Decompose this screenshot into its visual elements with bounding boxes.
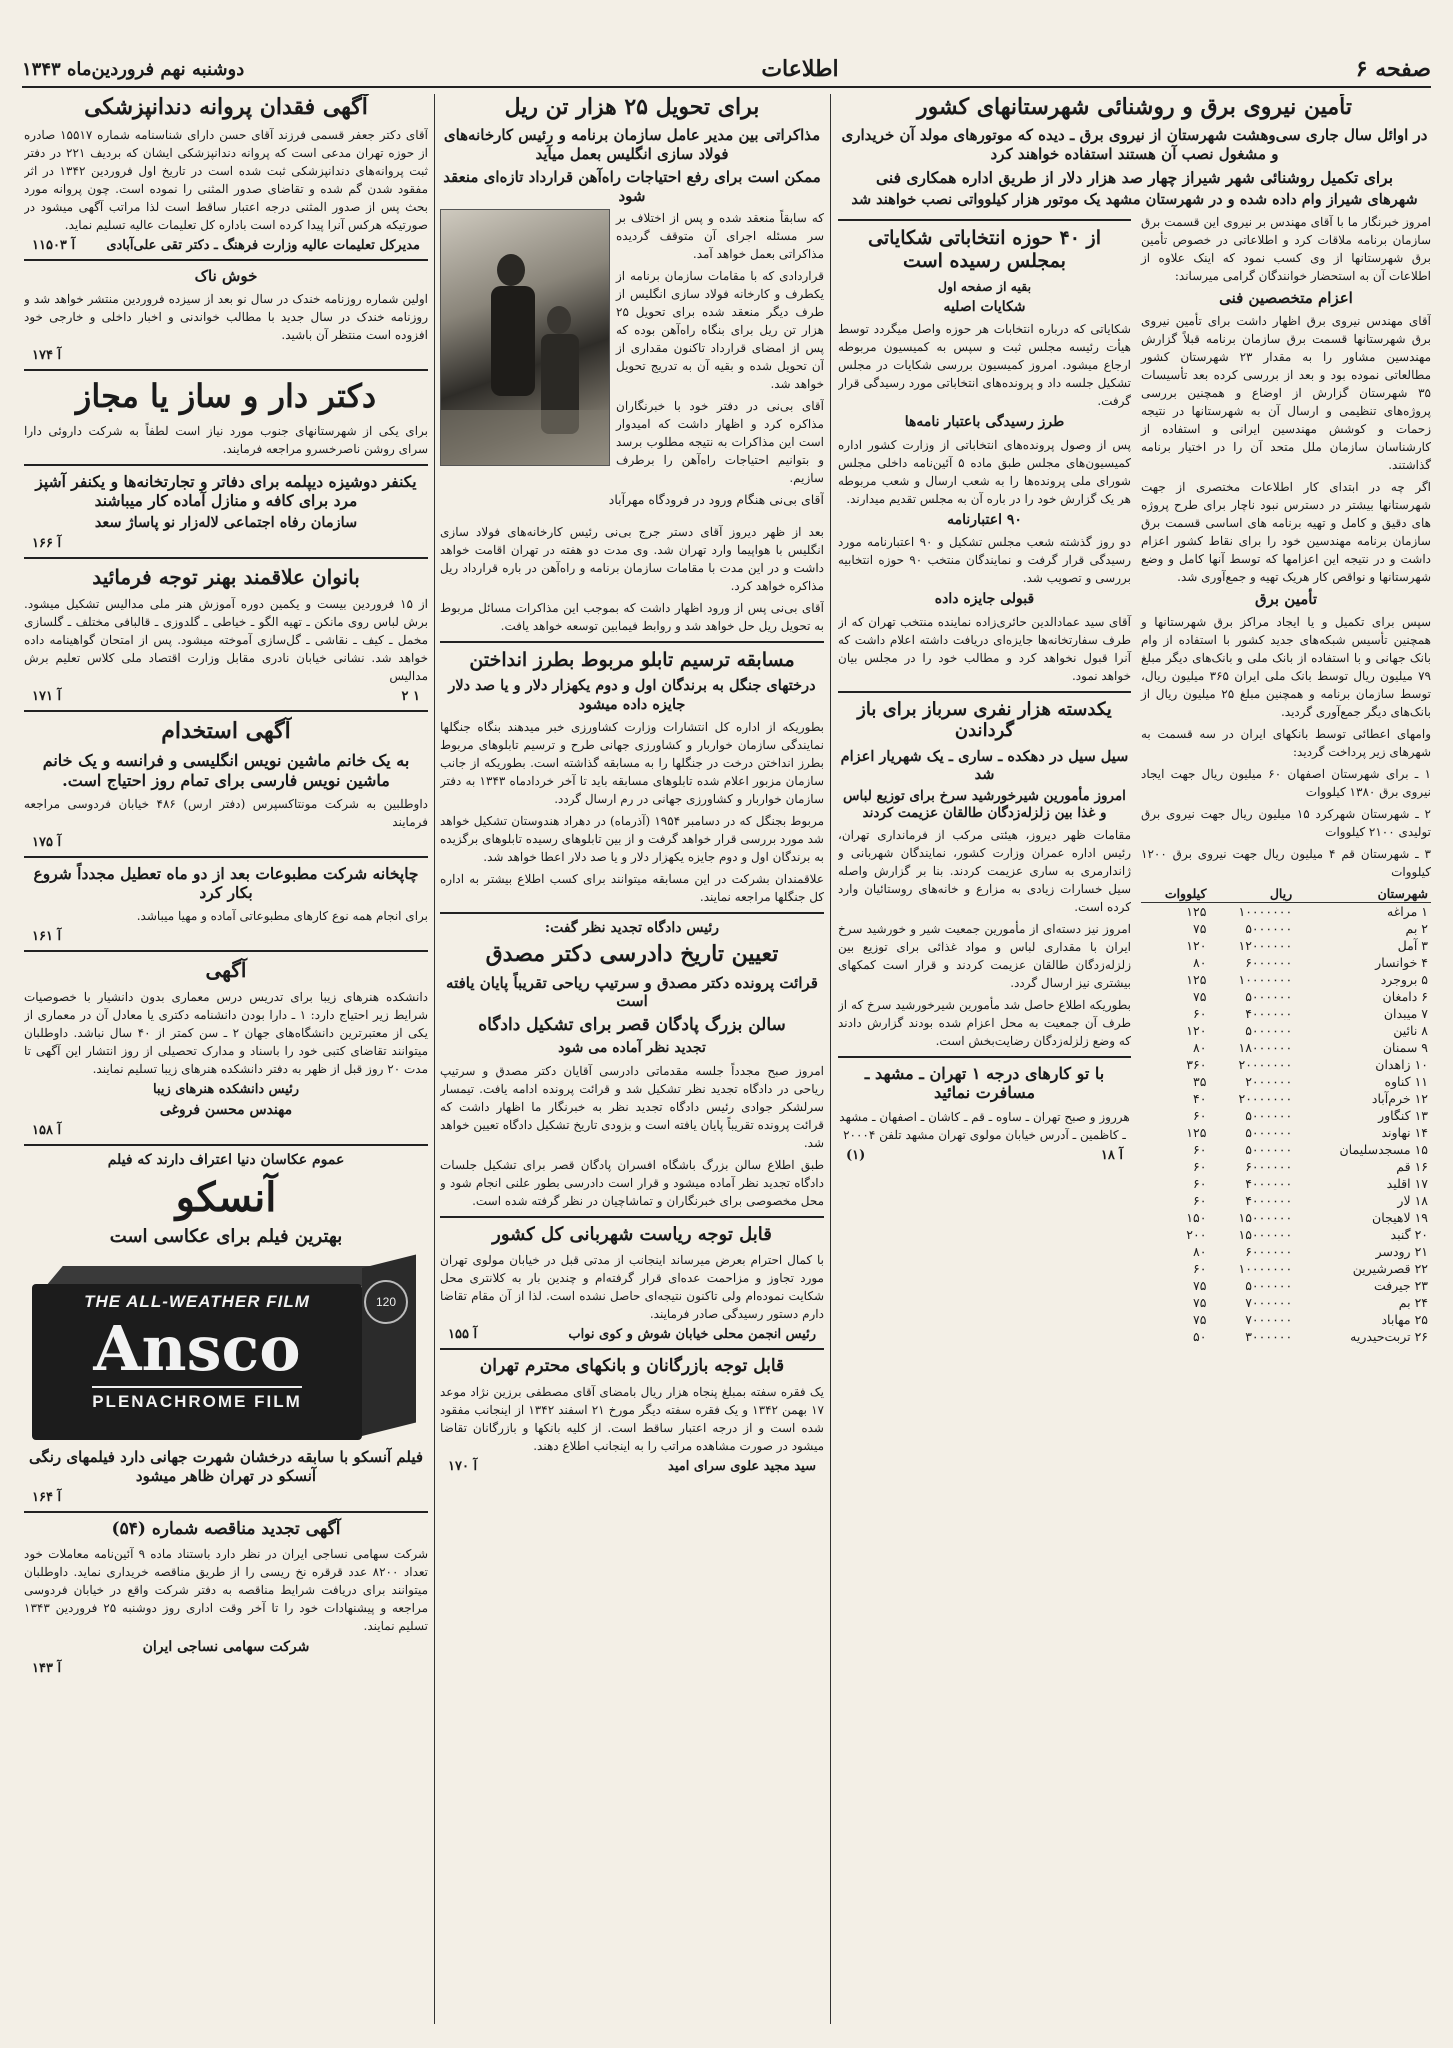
masthead	[22, 52, 1431, 88]
ad-title: خوش ناک	[194, 267, 258, 286]
ad-body: هرروز و صبح تهران ـ ساوه ـ قم ـ کاشان ـ اصفهان ـ مشهد ـ کاظمین ـ آدرس خیابان مولوی تهران مشهد تلفن ۲۰۰۰۴	[839, 1110, 1130, 1143]
table-cell: ۱۵۰	[1186, 1209, 1207, 1225]
article-body: وامهای اعطائی توسط بانکهای ایران در سه قسمت به شهرهای زیر پرداخت گردید:	[1141, 726, 1431, 759]
ad-pretitle: عموم عکاسان دنیا اعتراف دارند که فیلم	[107, 1152, 345, 1169]
table-cell: ۸۰	[1192, 1243, 1207, 1259]
ad-ansco	[24, 1152, 428, 1505]
table-cell: ۱۹ لاهیجان	[1372, 1209, 1428, 1225]
table-cell: ۷ میبدان	[1383, 1005, 1428, 1021]
table-cell: ۳ آمل	[1397, 937, 1428, 953]
ad-title: چاپخانه شرکت مطبوعات بعد از دو ماه تعطیل مجدداً شروع بکار کرد	[33, 863, 419, 903]
table-cell: ۵۰۰۰۰۰۰	[1245, 988, 1293, 1004]
article-subtitle: برای تکمیل روشنائی شهر شیراز چهار صد هزار دلار از طریق اداره همکاری فنی	[875, 167, 1394, 187]
table-cell: ۱۴ نهاوند	[1381, 1124, 1428, 1140]
ad-body: یک فقره سفته بمبلغ پنجاه هزار ریال بامضای آقای مصطفی برزین نژاد موعد ۱۷ بهمن ۱۳۴۲ و یک فقره سفته دیگر مورخ ۲۱ اسفند ۱۳۴۲ از اینجانب مفقود شده است و از درجه اعتبار ساقط است. از کلیه بانکها و بازرگانان تقاضا میشود در صورت مشاهده مراتب را به اینجانب اطلاع دهند.	[440, 1384, 824, 1453]
table-cell: ۵۰۰۰۰۰۰	[1245, 1107, 1293, 1123]
table-cell: ۶۰۰۰۰۰۰	[1245, 1158, 1293, 1174]
table-row	[1141, 1005, 1431, 1022]
article-subtitle: درختهای جنگل به برندگان اول و دوم یکهزار دلار و یا صد دلار جایزه داده میشود	[448, 677, 816, 713]
table-cell: ۱۵ مسجدسلیمان	[1339, 1141, 1428, 1157]
table-cell: ۱۲۰	[1186, 1022, 1207, 1038]
ad-khandak	[24, 267, 428, 363]
article-body: آقای بی‌نی در دفتر خود با خبرنگاران مذاکره کرد و اظهار داشت که امیدوار است این مذاکرات به نتیجه مطلوب برسد و بتوانیم احتیاجات راه‌آهن را برطرف سازیم.	[616, 399, 824, 486]
table-cell: ۱۷ اقلید	[1386, 1175, 1428, 1191]
ansco-film-box	[32, 1258, 420, 1444]
table-row	[1141, 1192, 1431, 1209]
box-lid	[46, 1266, 393, 1286]
ad-pharmacist	[24, 377, 428, 457]
table-cell: ۱ مراغه	[1387, 903, 1428, 919]
article-subtitle: شهرهای شیراز وام داده شده و در شهرستان مشهد یک موتور هزار کیلوواتی نصب خواهند شد	[851, 191, 1418, 209]
ad-reference: آ ۱۶۶	[32, 536, 62, 552]
table-row	[1141, 1141, 1431, 1158]
table-header: ریال	[1209, 885, 1295, 903]
table-cell: ۱۸ لار	[1397, 1192, 1428, 1208]
article-body: مقامات ظهر دیروز، هیئتی مرکب از فرمانداری تهران، رئیس اداره عمران وزارت کشور، نمایندگان شهربانی و ژاندارمری به ساری عزیمت کردند. بنا بر گزارش واصله سیل خسارات زیادی به مزارع و خانه‌های روستائیان وارد کرده است.	[838, 827, 1131, 914]
table-cell: ۴۰۰۰۰۰۰	[1245, 1175, 1293, 1191]
box-film-size: 120	[364, 1280, 408, 1324]
ad-reference: آ ۱۴۳	[32, 1660, 62, 1676]
table-cell: ۵۰	[1192, 1328, 1207, 1344]
table-row	[1141, 1328, 1431, 1345]
middle-column	[440, 94, 824, 2024]
table-cell: ۳۵	[1192, 1073, 1207, 1089]
table-row	[1141, 1124, 1431, 1141]
ad-subtitle: سازمان رفاه اجتماعی لاله‌زار نو پاساژ سعد	[94, 514, 358, 532]
article-body: دو روز گذشته شعب مجلس تشکیل و ۹۰ اعتبارنامه مورد رسیدگی قرار گرفت و نمایندگان منتخب ۹۰ حوزه انتخابیه بررسی و تصویب شد.	[838, 535, 1131, 586]
table-cell: ۱۵۰۰۰۰۰۰	[1238, 1226, 1293, 1242]
table-row	[1141, 1158, 1431, 1175]
article-body: قراردادی که با مقامات سازمان برنامه از یکطرف و کارخانه فولاد سازی انگلیس از طرف دیگر منعقد شده برای تحویل ۲۵ هزار تن ریل برای بنگاه راه‌آهن بوده که پس از امضای قرارداد تاکنون مقداری از آن تحویل شده و بقیه آن به تدریج تحویل خواهد شد.	[616, 269, 824, 392]
table-header: شهرستان	[1295, 885, 1431, 903]
section-heading: اعزام متخصصین فنی	[1219, 289, 1353, 308]
table-row	[1141, 1056, 1431, 1073]
table-cell: ۲۰۰۰۰۰۰۰	[1238, 1090, 1293, 1106]
ad-reference: آ ۱۷۵	[32, 834, 62, 850]
ad-reference: (۱) آ ۱۸	[846, 1148, 1123, 1164]
page-number: صفحه ۶	[1355, 56, 1431, 82]
table-cell: ۱۲۰	[1186, 937, 1207, 953]
table-cell: ۳۶۰	[1186, 1056, 1207, 1072]
table-cell: ۴۰	[1192, 1090, 1207, 1106]
table-cell: ۶۰۰۰۰۰۰	[1245, 1243, 1293, 1259]
article-subtitle: مذاکراتی بین مدیر عامل سازمان برنامه و رئیس کارخانه‌های فولاد سازی انگلیس بعمل میآید	[443, 126, 821, 164]
photo-figures	[441, 210, 609, 465]
article-body: امروز صبح مجدداً جلسه مقدماتی دادرسی آقایان دکتر مصدق و سرتیپ ریاحی در دادگاه تجدید نظر تشکیل شد و قرائت پرونده ادامه یافت. تیمسار سرلشکر جوادی رئیس دادگاه تجدید نظر به خبرنگار ما اظهار داشت که قرائت پرونده تقریباً پایان یافته است و بزودی تاریخ تشکیل دادگاه تعیین خواهد شد.	[440, 1063, 824, 1150]
section-heading: شکایات اصلیه	[943, 298, 1026, 315]
list-item: ۳ ـ شهرستان قم ۴ میلیون ریال جهت نیروی برق ۱۲۰۰ کیلووات	[1141, 846, 1431, 879]
table-cell: ۷۵	[1192, 920, 1207, 936]
table-row	[1141, 954, 1431, 971]
table-cell: ۷۰۰۰۰۰۰	[1245, 1311, 1293, 1327]
table-cell: ۱۳ کنگاور	[1378, 1107, 1428, 1123]
ad-bus	[838, 1064, 1131, 1163]
table-cell: ۱۰۰۰۰۰۰۰	[1238, 903, 1293, 919]
table-cell: ۲ بم	[1405, 920, 1428, 936]
article-title: از ۴۰ حوزه انتخاباتی شکایاتی بمجلس رسیده است	[868, 227, 1101, 273]
ad-title: با تو کارهای درجه ۱ تهران ـ مشهد ـ مسافرت نمائید	[864, 1063, 1105, 1102]
table-cell: ۶۰	[1192, 1192, 1207, 1208]
article-subtitle: ممکن است برای رفع احتیاجات راه‌آهن قرارداد تازه‌ای منعقد شود	[443, 167, 821, 205]
ad-title: آگهی فقدان پروانه دندانپزشکی	[84, 94, 368, 120]
table-cell: ۶۰	[1192, 1005, 1207, 1021]
ad-fine-arts	[24, 958, 428, 1139]
table-header: کیلووات	[1141, 885, 1209, 903]
table-cell: ۶۰	[1192, 1158, 1207, 1174]
column-rule	[434, 94, 435, 2024]
ad-body: با کمال احترام بعرض میرساند اینجانب از مدتی قبل در خیابان مولوی تهران مورد تجاوز و مزاحمت عده‌ای قرار گرفته‌ام و چندین بار به کلانتری محل شکایت نموده‌ام ولی تاکنون نتیجه‌ای حاصل نشده است. لذا از آن مقام تقاضا دارم دستور رسیدگی صادر فرمایند.	[440, 1253, 824, 1322]
ad-reference: آ ۱۶۴	[32, 1489, 62, 1505]
table-row	[1141, 1073, 1431, 1090]
table-row	[1141, 1226, 1431, 1243]
ad-signature: رئیس دانشکده هنرهای زیبا	[152, 1081, 300, 1097]
table-cell: ۱۱ کناوه	[1384, 1073, 1428, 1089]
table-cell: ۴۰۰۰۰۰۰	[1245, 1192, 1293, 1208]
section-heading: ۹۰ اعتبارنامه	[947, 511, 1022, 528]
table-cell: ۱۲۵	[1186, 903, 1207, 919]
ad-printing	[24, 864, 428, 944]
table-cell: ۲۵ مهاباد	[1381, 1311, 1428, 1327]
left-column	[24, 94, 428, 2024]
table-row	[1141, 1107, 1431, 1124]
article-electricity	[838, 94, 1431, 1345]
ad-employment	[24, 718, 428, 849]
table-cell: ۶۰	[1192, 1107, 1207, 1123]
article-body: آقای سید عمادالدین حائری‌زاده نماینده منتخب تهران که از طرف سفارتخانه‌ها جایزه‌ای دریافت داشته اعلام داشت که آنرا قبول نخواهد کرد و مطالب خود را در مجلس بیان خواهد نمود.	[838, 614, 1131, 683]
article-body: بطوریکه اطلاع حاصل شد مأمورین شیرخورشید سرخ که از طرف آن جمعیت به محل اعزام شده بودند گزارش دادند که وضع زلزله‌زدگان رضایت‌بخش است.	[838, 997, 1131, 1048]
table-cell: ۱۶ قم	[1396, 1158, 1428, 1174]
table-cell: ۶ دامغان	[1382, 988, 1428, 1004]
table-cell: ۳۰۰۰۰۰۰	[1245, 1328, 1293, 1344]
ad-body: برای یکی از شهرستانهای جنوب مورد نیاز است لطفاً به شرکت داروئی دارا سرای روشن ناصرخسرو مراجعه فرمایند.	[24, 423, 428, 456]
ad-body: اولین شماره روزنامه خندک در سال نو بعد از سیزده فروردین منتشر خواهد شد و روزنامه خندک در سال جدید با مطالب خواندنی و اخبار داخلی و خارجی خود افزوده است منتظر آن باشید.	[24, 292, 428, 343]
article-title: مسابقه ترسیم تابلو مربوط بطرز انداختن	[469, 648, 795, 671]
article-complaints	[838, 219, 1131, 684]
table-cell: ۸۰	[1192, 1039, 1207, 1055]
table-row	[1141, 1175, 1431, 1192]
table-cell: ۱۲۰۰۰۰۰۰	[1238, 937, 1293, 953]
table-cell: ۲۱ رودسر	[1375, 1243, 1428, 1259]
table-cell: ۶۰	[1192, 1141, 1207, 1157]
table-cell: ۲۶ تربت‌حیدریه	[1350, 1328, 1428, 1344]
issue-date: دوشنبه نهم فروردین‌ماه ۱۳۴۳	[22, 58, 245, 80]
table-cell: ۵ بروجرد	[1380, 971, 1428, 987]
article-subtitle: امروز مأمورین شیرخورشید سرخ برای توزیع لباس و غذا بین زلزله‌زدگان طالقان عزیمت کردند	[843, 788, 1126, 821]
ad-reference: آ ۱۱۵۰۳ مدیرکل تعلیمات عالیه وزارت فرهنگ ـ دکتر تقی علی‌آبادی	[32, 238, 420, 254]
article-subtitle: قرائت پرونده دکتر مصدق و سرتیپ ریاحی تقریباً پایان یافته است	[446, 973, 818, 1011]
ad-title: آگهی	[205, 957, 247, 982]
photo-caption: آقای بی‌نی هنگام ورود در فرودگاه مهرآباد	[608, 492, 824, 508]
table-cell: ۶۰	[1192, 1260, 1207, 1276]
article-body: امروز نیز دسته‌ای از مأمورین جمعیت شیر و خورشید سرخ ایران با مقداری لباس و مواد غذائی برای توزیع بین زلزله‌زدگان طالقان عزیمت کردند و قرار است کمکهای بیشتری نیز ارسال گردد.	[838, 921, 1131, 990]
section-heading: تأمین برق	[1254, 590, 1318, 609]
ad-reference: آ ۱۷۰ سید مجید علوی سرای امید	[448, 1458, 816, 1474]
table-cell: ۵۰۰۰۰۰۰	[1245, 1022, 1293, 1038]
table-cell: ۱۰۰۰۰۰۰۰	[1238, 971, 1293, 987]
article-title: یکدسته هزار نفری سرباز برای باز گرداندن	[857, 698, 1112, 742]
ad-body: داوطلبین به شرکت مونتاکسپرس (دفتر ارس) ۴۸۶ خیابان فردوسی مراجعه فرمایند	[24, 796, 428, 829]
ad-title: قابل توجه بازرگانان و بانکهای محترم تهران	[479, 1356, 785, 1377]
newspaper-name: اطلاعات	[761, 56, 839, 82]
article-contest	[440, 649, 824, 906]
article-body: شکایاتی که درباره انتخابات هر حوزه واصل میگردد توسط هیأت رئیسه مجلس ثبت و سپس به کمیسیون مربوطه ارجاع میشود. امروز کمیسیون بررسی شکایات در مجلس تشکیل جلسه داد و پرونده‌های انتخاباتی مورد رسیدگی قرار گرفت.	[838, 322, 1131, 409]
article-subtitle: تجدید نظر آماده می شود	[558, 1040, 706, 1057]
table-cell: ۷۵	[1192, 1294, 1207, 1310]
table-row	[1141, 988, 1431, 1005]
ad-reference: آ ۱۵۸	[32, 1123, 62, 1139]
table-cell: ۱۲۵	[1186, 1124, 1207, 1140]
article-subtitle: بقیه از صفحه اول	[937, 278, 1032, 294]
table-cell: ۲۰۰	[1186, 1226, 1207, 1242]
ad-art-course	[24, 565, 428, 704]
article-subtitle: سالن بزرگ پادگان قصر برای تشکیل دادگاه	[478, 1015, 786, 1036]
table-row	[1141, 1039, 1431, 1056]
article-body: آقای مهندس نیروی برق اظهار داشت برای تأمین نیروی برق شهرستانها قسمت برق سازمان برنامه قبلاً گزارش مهندسین مشاور را به مقدار ۲۳ شهرستان کشور مطالعاتی نموده بود و بعد از بررسی کرده بعد تأسیسات ۳۵ شهرستان گزارش از اوضاع و همچنین بررسی پروژه‌های تنظیمی و ارسال آن به شهرستانها در نتیجه زحمات و کوشش مهندسین ایرانی و استفاده از کارشناسان سازمان ملل متحد آن را در اختیار برنامه گذاشتند.	[1141, 314, 1431, 473]
table-cell: ۲۲ قصرشیرین	[1352, 1260, 1428, 1276]
table-cell: ۴ خوانسار	[1375, 954, 1428, 970]
article-body: علاقمندان بشرکت در این مسابقه میتوانند برای کسب اطلاع بیشتر به اداره کل جنگلها مراجعه نمایند.	[440, 871, 824, 904]
table-cell: ۶۰	[1192, 1175, 1207, 1191]
ad-merchants	[440, 1356, 824, 1473]
article-mosaddegh	[440, 920, 824, 1210]
ad-body: از ۱۵ فروردین بیست و یکمین دوره آموزش هنر ملی مدالیس تشکیل میشود. برش لباس روی مانکن ـ تهیه الگو ـ خیاطی ـ گلدوزی ـ قالبافی مختلف ـ گلسازی مخمل ـ کیف ـ نقاشی ـ گل‌سازی آموخته میشود. پس از امتحان گواهینامه داده خواهد شد. نشانی خیابان نادری مقابل وزارت اقتصاد ملی کلاس تعلیم برش مدالیس	[24, 597, 428, 684]
ad-title: قابل توجه ریاست شهربانی کل کشور	[492, 1223, 772, 1245]
list-item: ۲ ـ شهرستان شهرکرد ۱۵ میلیون ریال جهت نیروی برق تولیدی ۲۱۰۰ کیلووات	[1141, 806, 1431, 839]
article-subtitle: سیل سیل در دهکده ـ ساری ـ یک شهریار اعزام شد	[840, 747, 1129, 783]
column-rule	[830, 94, 831, 2024]
article-body: که سابقاً منعقد شده و پس از اختلاف بر سر مسئله اجرای آن متوقف گردیده مذاکراتی بعمل خواهد آمد.	[616, 211, 824, 262]
table-cell: ۱۸۰۰۰۰۰۰	[1238, 1039, 1293, 1055]
article-title: تأمین نیروی برق و روشنائی شهرستانهای کشور	[917, 94, 1352, 120]
table-cell: ۷۵	[1192, 1311, 1207, 1327]
table-row	[1141, 920, 1431, 937]
table-row	[1141, 1090, 1431, 1107]
ad-reference: آ ۱۶۱	[32, 928, 62, 944]
ad-title: آگهی تجدید مناقصه شماره (۵۴)	[111, 1518, 341, 1539]
table-cell: ۱۰ زاهدان	[1375, 1056, 1428, 1072]
news-photo	[440, 209, 610, 466]
article-title: تعیین تاریخ دادرسی دکتر مصدق	[485, 941, 779, 968]
table-row	[1141, 1243, 1431, 1260]
table-cell: ۴۰۰۰۰۰۰	[1245, 1005, 1293, 1021]
list-item: ۱ ـ برای شهرستان اصفهان ۶۰ میلیون ریال جهت ایجاد نیروی برق ۱۳۸۰ کیلووات	[1141, 766, 1431, 799]
ad-title: بانوان علاقمند بهنر توجه فرمائید	[92, 565, 360, 590]
ad-subtitle: بهترین فیلم برای عکاسی است	[109, 1225, 343, 1247]
table-cell: ۱۵۰۰۰۰۰۰	[1238, 1209, 1293, 1225]
section-heading: قبولی جایزه داده	[934, 591, 1035, 608]
table-cell: ۵۰۰۰۰۰۰	[1245, 920, 1293, 936]
table-cell: ۵۰۰۰۰۰۰	[1245, 1141, 1293, 1157]
table-row	[1141, 971, 1431, 988]
ad-body: به یک خانم ماشین نویس انگلیسی و فرانسه و یک خانم ماشین نویس فارسی برای تمام روز احتیاج است.	[42, 750, 410, 790]
table-row	[1141, 1277, 1431, 1294]
right-column	[838, 94, 1431, 2024]
box-tagline: THE ALL-WEATHER FILM	[84, 1292, 310, 1312]
table-cell: ۷۵	[1192, 988, 1207, 1004]
article-flood	[838, 699, 1131, 1050]
article-body: امروز خبرنگار ما با آقای مهندس بر نیروی این قسمت برق سازمان برنامه ملاقات کرد و اطلاعاتی در خصوص تأمین برق شهرستانها از وی کسب نمود که اینک علاوه از اطلاعات آن به استحضار خوانندگان گرامی میرساند:	[1141, 215, 1431, 284]
table-row	[1141, 937, 1431, 954]
ad-reference: آ ۱۵۵ رئیس انجمن محلی خیابان شوش و کوی نواب	[448, 1327, 816, 1343]
table-cell: ۱۰۰۰۰۰۰۰	[1238, 1260, 1293, 1276]
ad-dental-license	[24, 94, 428, 253]
table-cell: ۲۴ بم	[1398, 1294, 1428, 1310]
table-cell: ۲۰۰۰۰۰۰	[1245, 1073, 1293, 1089]
ad-title: یکنفر دوشیزه دیپلمه برای دفاتر و تجارتخانه‌ها و یکنفر آشپز مرد برای کافه و منازل آماده کار میباشند	[35, 471, 417, 510]
ad-welfare	[24, 472, 428, 552]
table-cell: ۷۵	[1192, 1277, 1207, 1293]
section-heading: طرز رسیدگی باعتبار نامه‌ها	[904, 414, 1065, 431]
table-cell: ۸ نائین	[1393, 1022, 1428, 1038]
table-cell: ۵۰۰۰۰۰۰	[1245, 1124, 1293, 1140]
table-cell: ۲۰ گنبد	[1390, 1226, 1428, 1242]
article-body: بطوریکه از اداره کل انتشارات وزارت کشاورزی خبر میدهند بنگاه جنگلها نمایندگی سازمان خواربار و کشاورزی جهانی طرح و ترسیم تابلوهای مربوط بطرز انداختن درخت در جنگلها را به مسابقه گذاشته است. بطوریکه از جانب سازمان مزبور اعلام شده تابلوهای مسابقه باید تا آخر خردادماه ۱۳۴۳ به دفتر سازمان خواربار و کشاورزی جهانی در رم ارسال گردد.	[440, 719, 824, 806]
box-front	[32, 1284, 362, 1440]
box-brand: Ansco	[93, 1312, 301, 1386]
city-table	[1141, 885, 1431, 1345]
article-body: بعد از ظهر دیروز آقای دستر جرج بی‌نی رئیس کارخانه‌های فولاد سازی انگلیس با هواپیما وارد تهران شد. وی مدت دو هفته در تهران اقامت خواهد داشت و در این مدت با مقامات سازمان برنامه و راه‌آهن در باره قرارداد ریل مذاکره خواهد کرد.	[440, 524, 824, 593]
ad-body: دانشکده هنرهای زیبا برای تدریس درس معماری بدون دانشیار با خصوصیات شرایط زیر احتیاج دارد: ۱ ـ دارا بودن دانشنامه دکتری یا معادل آن در معماری از یکی از معتبرترین دانشگاه‌های جهان ۲ ـ سن کمتر از ۴۰ سال نباشد. داوطلبان میتوانند تقاضای کتبی خود را باسناد و مدارک تحصیلی از روز انتشار این آگهی تا مدت ۲۰ روز قبل از ظهر به دفتر دانشکده هنرهای زیبا تسلیم نمایند.	[24, 989, 428, 1076]
table-cell: ۹ سمنان	[1382, 1039, 1428, 1055]
article-body: سپس برای تکمیل و یا ایجاد مراکز برق شهرستانها و همچنین تأسیس شبکه‌های جدید کشور با استفاده از وام بانک جهانی و با استفاده از بانک ملی و بانک‌های دیگر مبلغ ۷۹ میلیون ریال توسط بانک ملی ایران ۳۶۵ میلیون ریال، توسط سازمان برنامه و همچنین مبلغ ۲۵ میلیون ریال از بانک‌های دیگر جمع‌آوری گردید.	[1141, 614, 1431, 719]
ad-body: برای انجام همه نوع کارهای مطبوعاتی آماده و مهیا میباشد.	[136, 908, 428, 923]
ad-reference: آ ۱۷۱ ۲ ۱	[32, 689, 420, 705]
ad-title: آنسکو	[175, 1173, 277, 1221]
table-row	[1141, 1260, 1431, 1277]
table-cell: ۶۰۰۰۰۰۰	[1245, 954, 1293, 970]
ad-footer: فیلم آنسکو با سابقه درخشان شهرت جهانی دارد فیلمهای رنگی آنسکو در تهران ظاهر میشود	[28, 1448, 424, 1486]
table-row	[1141, 1294, 1431, 1311]
article-title: برای تحویل ۲۵ هزار تن ریل	[504, 94, 760, 120]
ad-title: دکتر دار و ساز یا مجاز	[75, 377, 377, 416]
table-cell: ۵۰۰۰۰۰۰	[1245, 1277, 1293, 1293]
ad-signature: مهندس محسن فروغی	[159, 1101, 293, 1118]
table-row	[1141, 902, 1431, 920]
article-rail	[440, 94, 824, 635]
table-row	[1141, 1311, 1431, 1328]
article-body: طبق اطلاع سالن بزرگ باشگاه افسران پادگان قصر برای تشکیل جلسات دادگاه تجدید نظر آماده میشود و قرار است دادرسی بطور علنی انجام شود و محل مخصوصی برای خبرنگاران و تماشاچیان در نظر گرفته شده است.	[440, 1157, 824, 1208]
ad-reference: آ ۱۷۴	[32, 348, 62, 364]
table-cell: ۲۰۰۰۰۰۰۰	[1238, 1056, 1293, 1072]
box-film-name: PLENACHROME FILM	[92, 1386, 302, 1412]
ad-body: آقای دکتر جعفر قسمی فرزند آقای حسن دارای شناسنامه شماره ۱۵۵۱۷ صادره از حوزه تهران مدعی است که پروانه دندانپزشکی ایشان که بردیف ۲۲۱ در دفتر ثبت پروانه‌های دندانپزشکی ثبت شده است در تاریخ اول فروردین ۱۳۴۲ در اثر مفقود شدن گم شده و تقاضای صدور المثنی را نموده است. چون پروانه مورد بحث پس از صدور المثنی درجه اعتبار ساقط است لذا مراتب آگهی میشود در صورتیکه هرکس آنرا پیدا کرده است باداره کل تعلیمات عالیه تسلیم نماید.	[24, 128, 428, 233]
table-cell: ۸۰	[1192, 954, 1207, 970]
ad-title: آگهی استخدام	[161, 718, 291, 745]
article-body: پس از وصول پرونده‌های انتخاباتی از وزارت کشور اداره کمیسیون‌های مجلس طبق ماده ۵ آئین‌نامه داخلی مجلس شورای ملی پرونده‌ها را به شعب ارسال و شعب مربوطه هر یک گزارش خود را در باره آن به مجلس تقدیم میدارند.	[838, 437, 1131, 506]
table-row	[1141, 1209, 1431, 1226]
table-cell: ۷۰۰۰۰۰۰	[1245, 1294, 1293, 1310]
table-cell: ۱۲ خرم‌آباد	[1371, 1090, 1428, 1106]
article-subtitle: در اوائل سال جاری سی‌وهشت شهرستان از نیروی برق ـ دیده که موتورهای مولد آن خریداری و مشغول نصب آن هستند استفاده خواهند کرد	[841, 126, 1428, 164]
article-body: آقای بی‌نی پس از ورود اظهار داشت که بموجب این مذاکرات مسائل مربوط به تحویل ریل حل خواهد شد و روابط فیمابین توسعه خواهد یافت.	[440, 600, 824, 633]
table-cell: ۱۲۵	[1186, 971, 1207, 987]
article-body: اگر چه در ابتدای کار اطلاعات مختصری از جهت شهرستانها بیشتر در دسترس نبود ناچار برای طرح پروژه های دقیق و کامل و تهیه برنامه های اساسی قسمت برق سازمان برنامه مهندسین خود را برای نقاط کشور اعزام داشت و در نتیجه این اعزامها که توسط آنها کامل و وضع شهرستانها و نواقص کار هریک تهیه و جمع‌آوری شد.	[1141, 480, 1431, 585]
article-kicker: رئیس دادگاه تجدید نظر گفت:	[544, 919, 720, 936]
ad-tender	[24, 1519, 428, 1676]
table-cell: ۲۳ جیرفت	[1373, 1277, 1428, 1293]
ad-body: شرکت سهامی نساجی ایران در نظر دارد باستناد ماده ۹ آئین‌نامه معاملات خود تعداد ۸۲۰۰ عدد قرقره نخ ریسی را از طریق مناقصه خریداری نماید. داوطلبان میتوانند برای دریافت شرایط مناقصه به دفتر شرکت واقع در خیابان فردوسی مراجعه و پیشنهادات خود را تا آخر وقت اداری روز دوشنبه ۲۵ فروردین ۱۳۴۳ تسلیم نمایند.	[24, 1547, 428, 1634]
ad-police	[440, 1224, 824, 1343]
ad-signature: شرکت سهامی نساجی ایران	[142, 1639, 310, 1656]
table-row	[1141, 1022, 1431, 1039]
city-table-body	[1141, 902, 1431, 1345]
article-body: مربوط بجنگل که در دسامبر ۱۹۵۴ (آذرماه) در دهراد هندوستان تشکیل خواهد شد مورد بررسی قرار خواهد گرفت و از بین تابلوهای رسیده تابلوهای برگزیده به برندگان اول و دوم جایزه یکهزار دلار و یا صد دلار اعطا خواهد شد.	[440, 813, 824, 864]
